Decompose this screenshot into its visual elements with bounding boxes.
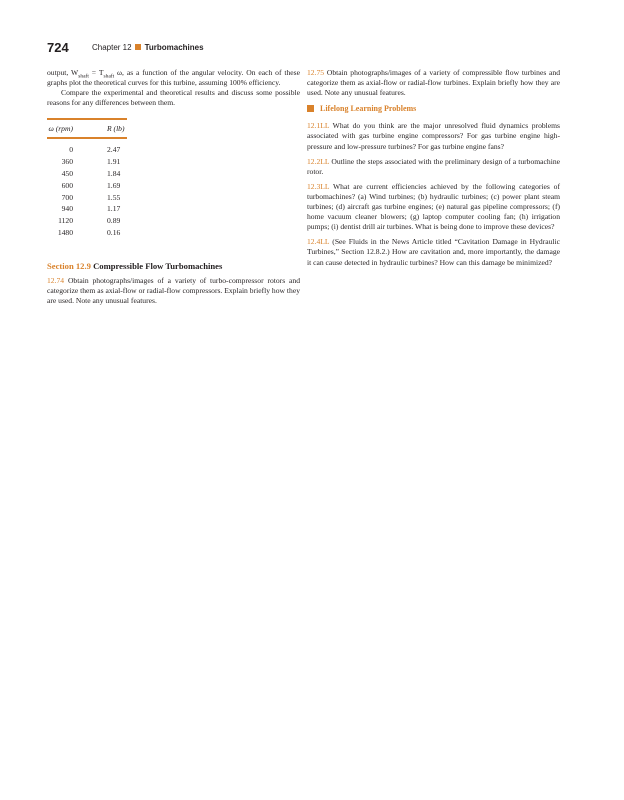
problem-number: 12.4LL	[307, 237, 330, 247]
table-header-r: R (lb)	[107, 124, 125, 134]
page-header	[47, 40, 587, 56]
problem-number: 12.3LL	[307, 181, 330, 191]
table-row: 360 1.91	[61, 157, 121, 167]
problem-number: 12.74	[47, 275, 65, 285]
problem-text: Obtain photographs/images of a variety of turbo-compressor rotors and categorize them as axial-flow or radial-flow compressors. Explain briefly how they are used. Note any unusual features.	[47, 275, 300, 305]
table-row: 0 2.47	[69, 145, 121, 155]
square-bullet-icon	[307, 105, 314, 112]
problem-12-4ll	[307, 237, 560, 267]
chapter-label: Chapter 12	[92, 43, 132, 52]
chapter-title: Turbomachines	[144, 43, 204, 52]
lifelong-learning-heading: Lifelong Learning Problems	[307, 104, 560, 114]
page-number: 724	[47, 40, 69, 55]
table-row: 600 1.69	[61, 180, 121, 190]
problem-12-75	[307, 68, 560, 98]
table-row: 1480 0.16	[57, 227, 121, 237]
problem-12-1ll	[307, 121, 560, 151]
problem-number: 12.1LL	[307, 121, 330, 131]
table-header-omega: ω (rpm)	[48, 124, 73, 134]
problem-text: Outline the steps associated with the preliminary design of a turbomachine rotor.	[307, 156, 560, 176]
left-column	[47, 68, 300, 306]
section-number: Section 12.9	[47, 260, 91, 271]
table-row: 700 1.55	[61, 192, 121, 202]
problem-12-74	[47, 276, 300, 306]
running-head	[92, 43, 204, 52]
problem-text: What are current efficiencies achieved by the following categories of turbomachines? (a) Wind turbines; (b) hydraulic turbines; (c) power plant steam turbines; (d) aircraft gas turbine engines; (e) natural gas pipeline compressors; (f) home vacuum cleaner blowers; (g) laptop computer cooling fan; (h) irrigation pumps; (i) dentist drill air turbines. What is being done to improve these devices?	[307, 181, 560, 232]
problem-text: (See Fluids in the News Article titled “Cavitation Damage in Hydraulic Turbines,” Section 12.8.2.) How are cavitation and, more importantly, the damage it can cause detected in hydraulic turbines? How can this damage be minimized?	[307, 237, 560, 267]
section-title: Compressible Flow Turbomachines	[93, 260, 223, 271]
problem-text: What do you think are the major unresolved fluid dynamics problems associated with gas turbine engine compressors? For gas turbine engine high-pressure and low-pressure turbines? For gas turbine engine fans?	[307, 121, 561, 151]
problem-12-3ll	[307, 182, 560, 232]
square-bullet-icon	[135, 44, 141, 50]
problem-number: 12.2LL	[307, 156, 330, 166]
right-column	[307, 68, 560, 273]
problem-text: Obtain photographs/images of a variety of compressible flow turbines and categorize them as axial-flow or radial-flow turbines. Explain briefly how they are used. Note any unusual features.	[307, 68, 561, 98]
problem-12-2ll	[307, 157, 560, 177]
table-row: 1120 0.89	[58, 216, 121, 226]
data-table	[47, 118, 127, 238]
table-header-row	[47, 120, 127, 137]
problem-number: 12.75	[307, 68, 325, 77]
table-row: 450 1.84	[61, 168, 121, 178]
intro-paragraph: output, $W_{shaft} = T_{shaft}$ ω, as a function of the angular velocity. On each of these graphs plot the theoretical curves for this turbine, assuming 100% efficiency.	[47, 68, 300, 88]
section-heading	[47, 260, 300, 272]
intro-paragraph-2: Compare the experimental and theoretical results and discuss some possible reasons for any differences between them.	[47, 88, 300, 108]
table-row: 940 1.17	[61, 204, 121, 214]
